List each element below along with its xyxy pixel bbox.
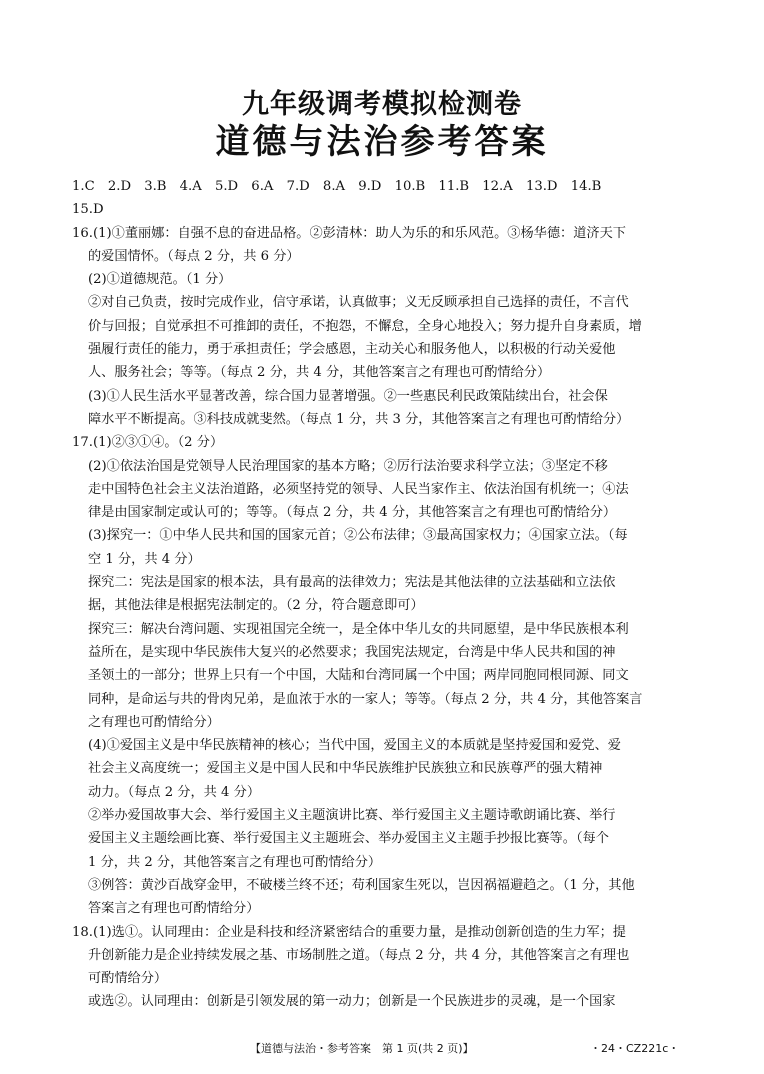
answer-line: 16.(1)①董丽娜：自强不息的奋进品格。②彭清林：助人为乐的和乐风范。③杨华德：道济天下 <box>72 225 626 241</box>
answer-line: 17.(1)②③①④。（2 分） <box>72 435 224 451</box>
answer-line: 或选②。认同理由：创新是引领发展的第一动力；创新是一个民族进步的灵魂，是一个国家 <box>88 994 616 1010</box>
answer-line: (2)①道德规范。（1 分） <box>88 272 232 288</box>
footer-code: ・24・CZ221c・ <box>590 1042 680 1055</box>
answer-line: 人、服务社会；等等。（每点 2 分，共 4 分，其他答案言之有理也可酌情给分） <box>88 365 551 381</box>
answer-line: 障水平不断提高。③科技成就斐然。（每点 1 分，共 3 分，其他答案言之有理也可酌情给分） <box>88 411 630 427</box>
answer-line: ③例答：黄沙百战穿金甲，不破楼兰终不还；苟利国家生死以，岂因祸福避趋之。（1 分，其他 <box>88 877 635 893</box>
answer-line: 之有理也可酌情给分） <box>88 714 220 730</box>
answer-line: 15.D <box>72 202 104 218</box>
answer-line: 律是由国家制定或认可的；等等。（每点 2 分，共 4 分，其他答案言之有理也可酌情给分） <box>88 505 617 521</box>
answer-line: 1 分，共 2 分，其他答案言之有理也可酌情给分） <box>88 854 382 870</box>
answer-line: 动力。（每点 2 分，共 4 分） <box>88 784 261 800</box>
answer-body <box>72 175 696 1014</box>
answer-line: 可酌情给分） <box>88 971 168 987</box>
answer-line: ②对自己负责，按时完成作业，信守承诺，认真做事；义无反顾承担自己选择的责任，不言代 <box>88 295 629 311</box>
answer-line: 答案言之有理也可酌情给分） <box>88 901 260 917</box>
answer-line: 空 1 分，共 4 分） <box>88 551 201 567</box>
answer-line: 益所在，是实现中华民族伟大复兴的必然要求；我国宪法规定，台湾是中华人民共和国的神 <box>88 644 616 660</box>
answer-line: (4)①爱国主义是中华民族精神的核心；当代中国，爱国主义的本质就是坚持爱国和爱党、爱 <box>88 738 621 754</box>
answer-line: (3)①人民生活水平显著改善，综合国力显著增强。②一些惠民利民政策陆续出台，社会保 <box>88 388 608 404</box>
answer-line: 价与回报；自觉承担不可推卸的责任，不抱怨，不懈怠，全身心地投入；努力提升自身素质，增 <box>88 318 642 334</box>
answer-line: 探究二：宪法是国家的根本法，具有最高的法律效力；宪法是其他法律的立法基础和立法依 <box>88 575 616 591</box>
footer-page-info: 【道德与法治・参考答案 第 1 页(共 2 页)】 <box>250 1042 474 1055</box>
answer-line: 走中国特色社会主义法治道路，必须坚持党的领导、人民当家作主、依法治国有机统一；④法 <box>88 481 629 497</box>
answer-line: 升创新能力是企业持续发展之基、市场制胜之道。（每点 2 分，共 4 分，其他答案言之有理也 <box>88 947 630 963</box>
answer-line: 同种，是命运与共的骨肉兄弟，是血浓于水的一家人；等等。（每点 2 分，共 4 分，其他答案言 <box>88 691 643 707</box>
answer-line: (3)探究一：①中华人民共和国的国家元首；②公布法律；③最高国家权力；④国家立法。（每 <box>88 528 628 544</box>
answer-line: 社会主义高度统一；爱国主义是中国人民和中华民族维护民族独立和民族尊严的强大精神 <box>88 761 603 777</box>
answer-line: (2)①依法治国是党领导人民治理国家的基本方略；②厉行法治要求科学立法；③坚定不移 <box>88 458 608 474</box>
answer-line: 探究三：解决台湾问题、实现祖国完全统一，是全体中华儿女的共同愿望，是中华民族根本利 <box>88 621 629 637</box>
answer-line: 的爱国情怀。（每点 2 分，共 6 分） <box>88 248 300 264</box>
answer-line: 1.C 2.D 3.B 4.A 5.D 6.A 7.D 8.A 9.D 10.B 11.B 12.A 13.D 14.B <box>72 179 602 194</box>
answer-line: ②举办爱国故事大会、举行爱国主义主题演讲比赛、举行爱国主义主题诗歌朗诵比赛、举行 <box>88 808 616 824</box>
exam-title: 九年级调考模拟检测卷 <box>242 89 522 120</box>
answer-line: 爱国主义主题绘画比赛、举行爱国主义主题班会、举办爱国主义主题手抄报比赛等。（每个 <box>88 831 609 847</box>
answer-line: 18.(1)选①。认同理由：企业是科技和经济紧密结合的重要力量，是推动创新创造的生力军；提 <box>72 924 626 940</box>
answer-line: 强履行责任的能力，勇于承担责任；学会感恩，主动关心和服务他人，以积极的行动关爱他 <box>88 342 616 358</box>
answer-line: 据，其他法律是根据宪法制定的。（2 分，符合题意即可） <box>88 598 424 614</box>
answer-title: 道德与法治参考答案 <box>215 122 549 162</box>
answer-line: 圣领土的一部分；世界上只有一个中国，大陆和台湾同属一个中国；两岸同胞同根同源、同文 <box>88 668 629 684</box>
